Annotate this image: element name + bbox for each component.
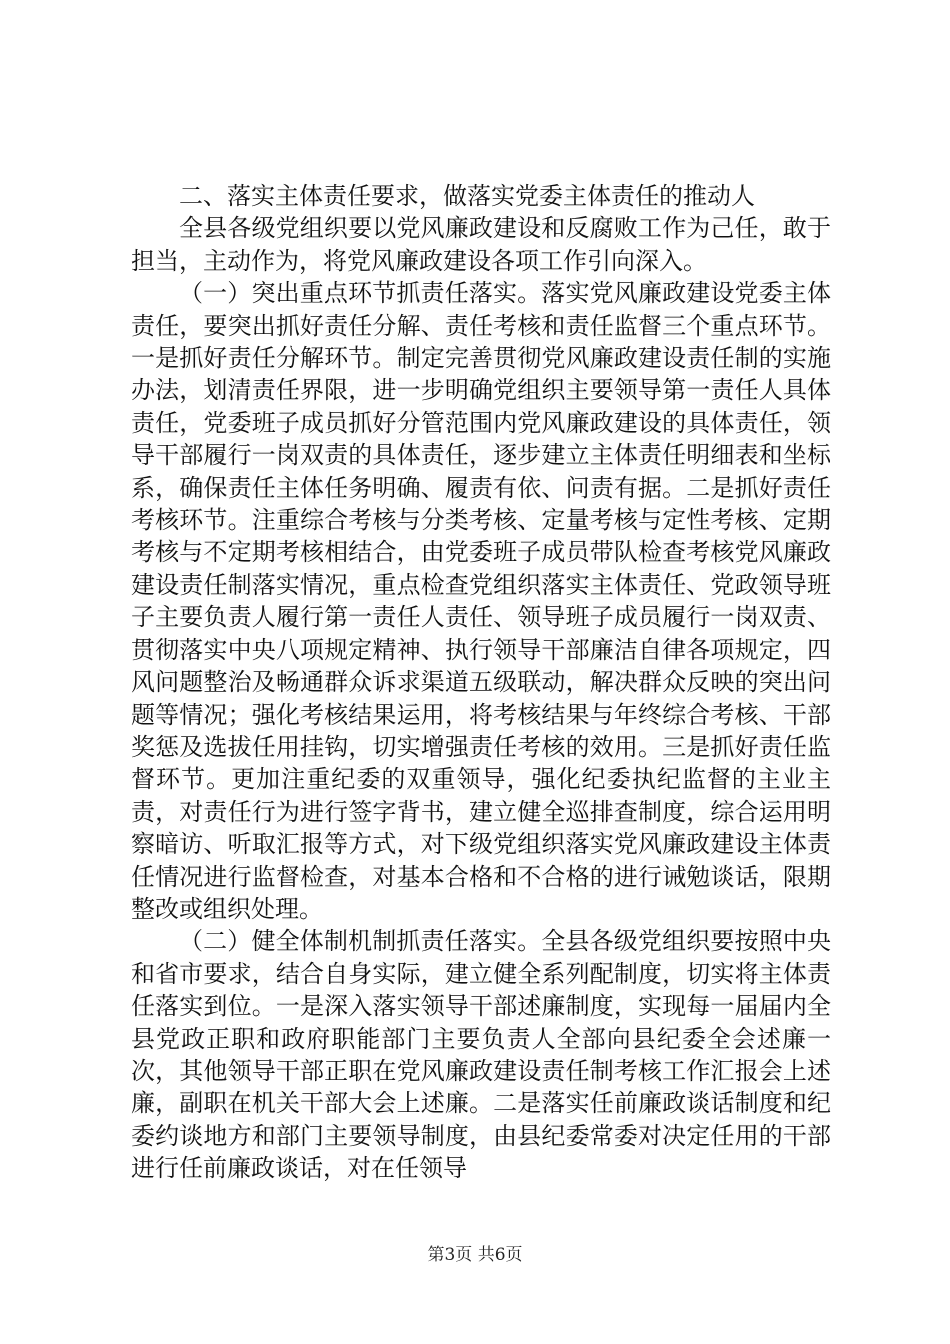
page-number-footer: 第3页 共6页 [427,1245,523,1265]
body-paragraph-1: （一）突出重点环节抓责任落实。落实党风廉政建设党委主体责任，要突出抓好责任分解、责任考核和责任监督三个重点环节。一是抓好责任分解环节。制定完善贯彻党风廉政建设责任制的实施办法，划清责任界限，进一步明确党组织主要领导第一责任人具体责任，党委班子成员抓好分管范围内党风廉政建设的具体责任，领导干部履行一岗双责的具体责任，逐步建立主体责任明细表和坐标系，确保责任主体任务明确、履责有依、问责有据。二是抓好责任考核环节。注重综合考核与分类考核、定量考核与定性考核、定期考核与不定期考核相结合，由党委班子成员带队检查考核党风廉政建设责任制落实情况，重点检查党组织落实主体责任、党政领导班子主要负责人履行第一责任人责任、领导班子成员履行一岗双责、贯彻落实中央八项规定精神、执行领导干部廉洁自律各项规定，四风问题整治及畅通群众诉求渠道五级联动，解决群众反映的突出问题等情况；强化考核结果运用，将考核结果与年终综合考核、干部奖惩及选拔任用挂钩，切实增强责任考核的效用。三是抓好责任监督环节。更加注重纪委的双重领导，强化纪委执纪监督的主业主责，对责任行为进行签字背书，建立健全巡排查制度，综合运用明察暗访、听取汇报等方式，对下级党组织落实党风廉政建设主体责任情况进行监督检查，对基本合格和不合格的进行诫勉谈话，限期整改或组织处理。 [131,279,831,923]
body-paragraph-2: （二）健全体制机制抓责任落实。全县各级党组织要按照中央和省市要求，结合自身实际，建立健全系列配制度，切实将主体责任落实到位。一是深入落实领导干部述廉制度，实现每一届届内全县党政正职和政府职能部门主要负责人全部向县纪委全会述廉一次，其他领导干部正职在党风廉政建设责任制考核工作汇报会上述廉，副职在机关干部大会上述廉。二是落实任前廉政谈话制度和纪委约谈地方和部门主要领导制度，由县纪委常委对决定任用的干部进行任前廉政谈话，对在任领导 [131,927,831,1183]
body-paragraph-intro: 全县各级党组织要以党风廉政建设和反腐败工作为己任，敢于担当，主动作为，将党风廉政建设各项工作引向深入。 [131,214,831,275]
section-heading: 二、落实主体责任要求，做落实党委主体责任的推动人 [179,182,755,210]
document-body [131,180,831,1185]
